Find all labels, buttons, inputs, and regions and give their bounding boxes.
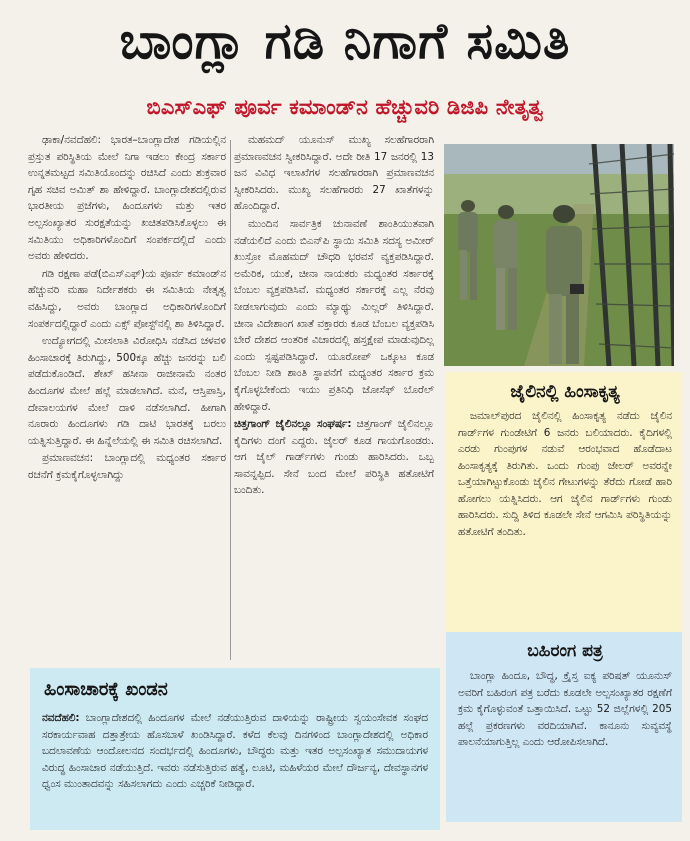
article-paragraph: ಗಡಿ ರಕ್ಷಣಾ ಪಡೆ(ಬಿಎಸ್‌ಎಫ್‌)ಯ ಪೂರ್ವ ಕಮಾಂಡ್‌ನ ಹೆಚ್ಚುವರಿ ಮಹಾ ನಿರ್ದೇಶಕರು ಈ ಸಮಿತಿಯ ನೇತೃತ್ವ ವಹಿಸಿದ್ದು, ಅವರು ಬಾಂಗ್ಲಾದ ಅಧಿಕಾರಿಗಳೊಂದಿಗೆ ಸಂಪರ್ಕದಲ್ಲಿದ್ದಾರೆ ಎಂದು ಎಕ್ಸ್‌ ಪೋಸ್ಟ್‌ನಲ್ಲಿ ಶಾ ತಿಳಿಸಿದ್ದಾರೆ.: [28, 267, 226, 330]
jail-violence-box: [446, 372, 682, 634]
subsection-lead: ಚಿತ್ತಗಾಂಗ್ ಜೈಲಿನಲ್ಲೂ ಸಂಘರ್ಷ:: [234, 418, 352, 431]
dateline: ನವದೆಹಲಿ:: [42, 712, 80, 724]
box-body: ಜಮಾಲ್‌ಪುರದ ಜೈಲಿನಲ್ಲಿ ಹಿಂಸಾಕೃತ್ಯ ನಡೆದು ಜೈಲಿನ ಗಾರ್ಡ್‌ಗಳ ಗುಂಡೇಟಿಗೆ 6 ಜನರು ಬಲಿಯಾದರು. ಕೈದಿಗಳಲ್ಲಿ ಎರಡು ಗುಂಪುಗಳ ನಡುವೆ ಆರಂಭವಾದ ಹೊಡೆದಾಟ ಹಿಂಸಾಕೃತ್ಯಕ್ಕೆ ತಿರುಗಿತು. ಒಂದು ಗುಂಪು ಜೇಲರ್ ಅವರನ್ನೇ ಒತ್ತೆಯಾಗಿಟ್ಟುಕೊಂಡು ಜೈಲಿನ ಗೇಟುಗಳನ್ನು ತೆರೆದು ಗೋಡೆ ಹಾರಿ ಹೋಗಲು ಯತ್ನಿಸಿದರು. ಆಗ ಜೈಲಿನ ಗಾರ್ಡ್‌ಗಳು ಗುಂಡು ಹಾರಿಸಿದರು. ಸುದ್ದಿ ತಿಳಿದ ಕೂಡಲೇ ಸೇನೆ ಆಗಮಿಸಿ ಪರಿಸ್ಥಿತಿಯನ್ನು ಹತೋಟಿಗೆ ತಂದಿತು.: [458, 410, 672, 538]
headline: ಬಾಂಗ್ಲಾ ಗಡಿ ನಿಗಾಗೆ ಸಮಿತಿ: [119, 12, 571, 70]
box-title: ಹಿಂಸಾಚಾರಕ್ಕೆ ಖಂಡನ: [44, 679, 168, 700]
article-paragraph: ಉದ್ಯೋಗದಲ್ಲಿ ಮೀಸಲಾತಿ ವಿರೋಧಿಸಿ ನಡೆಸಿದ ಚಳವಳಿ ಹಿಂಸಾಚಾರಕ್ಕೆ ತಿರುಗಿದ್ದು, 500ಕ್ಕೂ ಹೆಚ್ಚು ಜನರನ್ನು ಬಲಿ ಪಡೆದುಕೊಂಡಿದೆ. ಶೇಖ್ ಹಸೀನಾ ರಾಜೀನಾಮೆ ನಂತರ ಹಿಂದೂಗಳ ಮೇಲೆ ಹಲ್ಲೆ ಮಾಡಲಾಗಿದೆ. ಮನೆ, ಆಸ್ತಿಪಾಸ್ತಿ, ದೇವಾಲಯಗಳ ಮೇಲೆ ದಾಳಿ ನಡೆಸಲಾಗಿದೆ. ಹೀಗಾಗಿ ನೂರಾರು ಹಿಂದೂಗಳು ಗಡಿ ದಾಟಿ ಭಾರತಕ್ಕೆ ಬರಲು ಯತ್ನಿಸುತ್ತಿದ್ದಾರೆ. ಈ ಹಿನ್ನೆಲೆಯಲ್ಲಿ ಈ ಸಮಿತಿ ರಚಿಸಲಾಗಿದೆ.: [28, 335, 226, 447]
box-title: ಬಹಿರಂಗ ಪತ್ರ: [527, 641, 603, 661]
article-paragraph: ಮುಂದಿನ ಸಾರ್ವತ್ರಿಕ ಚುನಾವಣೆ ಶಾಂತಿಯುತವಾಗಿ ನಡೆಯಲಿದೆ ಎಂದು ಬಿಎನ್‌ಪಿ ಸ್ಥಾಯಿ ಸಮಿತಿ ಸದಸ್ಯ ಅಮೀರ್ ಖುಸ್ರೋ ಮೊಹಮದ್ ಚೌಧರಿ ಭರವಸೆ ವ್ಯಕ್ತಪಡಿಸಿದ್ದಾರೆ. ಅಮೆರಿಕ, ಯುಕೆ, ಚೀನಾ ನಾಯಕರು ಮಧ್ಯಂತರ ಸರ್ಕಾರಕ್ಕೆ ಬೆಂಬಲ ವ್ಯಕ್ತಪಡಿಸಿವೆ. ಮಧ್ಯಂತರ ಸರ್ಕಾರಕ್ಕೆ ಎಲ್ಲ ನೆರವು ನೀಡಲಾಗುವುದು ಎಂದು ಮ್ಯಾಥ್ಯು ಮಿಲ್ಲರ್ ತಿಳಿಸಿದ್ದಾರೆ. ಚೀನಾ ವಿದೇಶಾಂಗ ಖಾತೆ ವಕ್ತಾರರು ಕೂಡ ಬೆಂಬಲ ವ್ಯಕ್ತಪಡಿಸಿ ಬೇರೆ ದೇಶದ ಆಂತರಿಕ ವಿಚಾರದಲ್ಲಿ ಹಸ್ತಕ್ಷೇಪ ಮಾಡುವುದಿಲ್ಲ ಎಂದು ಸ್ಪಷ್ಟಪಡಿಸಿದ್ದಾರೆ. ಯೂರೋಪ್‌ ಒಕ್ಕೂಟ ಕೂಡ ಬೆಂಬಲ ನೀಡಿ ಶಾಂತಿ ಸ್ಥಾಪನೆಗೆ ಮಧ್ಯಂತರ ಸರ್ಕಾರ ಕ್ರಮ ಕೈಗೊಳ್ಳಬೇಕೆಂದು ಇಯು ಪ್ರತಿನಿಧಿ ಜೋಸೆಫ್ ಬೊರೆಲ್ ಹೇಳಿದ್ದಾರೆ.: [234, 217, 434, 413]
bsf-soldiers-photo: [444, 144, 674, 366]
article-paragraph: [234, 416, 434, 499]
article-paragraph: ಪ್ರಮಾಣವಚನ: ಬಾಂಗ್ಲಾದಲ್ಲಿ ಮಧ್ಯಂತರ ಸರ್ಕಾರ ರಚನೆಗೆ ಕ್ರಮಕೈಗೊಳ್ಳಲಾಗಿದ್ದು: [28, 452, 226, 481]
box-body: ಬಾಂಗ್ಲಾ ಹಿಂದೂ, ಬೌದ್ಧ, ಕ್ರೈಸ್ತ ಐಕ್ಯ ಪರಿಷತ್ ಯೂನುಸ್ ಅವರಿಗೆ ಬಹಿರಂಗ ಪತ್ರ ಬರೆದು ಕೂಡಲೇ ಅಲ್ಪಸಂಖ್ಯಾತರ ರಕ್ಷಣೆಗೆ ಕ್ರಮ ಕೈಗೊಳ್ಳುವಂತೆ ಒತ್ತಾಯಿಸಿದೆ. ಒಟ್ಟು 52 ಜಿಲ್ಲೆಗಳಲ್ಲಿ 205 ಹಲ್ಲೆ ಪ್ರಕರಣಗಳು ವರದಿಯಾಗಿವೆ. ಕಾನೂನು ಸುವ್ಯವಸ್ಥೆ ಪಾಲನೆಯಾಗುತ್ತಿಲ್ಲ ಎಂದು ಆರೋಪಿಸಲಾಗಿದೆ.: [458, 670, 672, 748]
article-column-2: [234, 132, 434, 662]
box-body-text: ಬಾಂಗ್ಲಾದೇಶದಲ್ಲಿ ಹಿಂದೂಗಳ ಮೇಲೆ ನಡೆಯುತ್ತಿರುವ ದಾಳಿಯನ್ನು ರಾಷ್ಟ್ರೀಯ ಸ್ವಯಂಸೇವಕ ಸಂಘದ ಸರಕಾರ್ಯವಾಹ ದತ್ತಾತ್ರೇಯ ಹೊಸಬಾಳೆ ಖಂಡಿಸಿದ್ದಾರೆ. ಕಳೆದ ಕೆಲವು ದಿನಗಳಿಂದ ಬಾಂಗ್ಲಾದೇಶದಲ್ಲಿ ಅಧಿಕಾರ ಬದಲಾವಣೆಯ ಆಂದೋಲನದ ಸಂದರ್ಭದಲ್ಲಿ ಹಿಂದೂಗಳು, ಬೌದ್ಧರು ಮತ್ತು ಇತರ ಅಲ್ಪಸಂಖ್ಯಾತ ಸಮುದಾಯಗಳ ವಿರುದ್ಧ ಹಿಂಸಾಚಾರ ನಡೆಯುತ್ತಿದೆ. ಇವರು ನಡೆಸುತ್ತಿರುವ ಹತ್ಯೆ, ಲೂಟಿ, ಮಹಿಳೆಯರ ಮೇಲೆ ದೌರ್ಜನ್ಯ, ದೇವಸ್ಥಾನಗಳ ಧ್ವಂಸ ಮುಂತಾದವನ್ನು ಸಹಿಸಲಾಗದು ಎಂದು ಎಚ್ಚರಿಕೆ ನೀಡಿದ್ದಾರೆ.: [42, 712, 428, 790]
article-column-1: [28, 132, 226, 658]
box-title: ಜೈಲಿನಲ್ಲಿ ಹಿಂಸಾಕೃತ್ಯ: [510, 382, 620, 402]
article-paragraph: ಮಹಮದ್ ಯೂನುಸ್ ಮುಖ್ಯ ಸಲಹೆಗಾರರಾಗಿ ಪ್ರಮಾಣವಚನ ಸ್ವೀಕರಿಸಿದ್ದಾರೆ. ಅದೇ ರೀತಿ 17 ಜನರಲ್ಲಿ 13 ಜನ ವಿವಿಧ ಇಲಾಖೆಗಳ ಸಲಹೆಗಾರರಾಗಿ ಪ್ರಮಾಣವಚನ ಸ್ವೀಕರಿಸಿದರು. ಮುಖ್ಯ ಸಲಹೆಗಾರರು 27 ಖಾತೆಗಳನ್ನು ಹೊಂದಿದ್ದಾರೆ.: [234, 134, 434, 213]
photo-illustration: [444, 144, 674, 366]
column-divider: [230, 140, 231, 660]
open-letter-box: [446, 632, 682, 822]
article-paragraph: ಢಾಕಾ/ನವದೆಹಲಿ: ಭಾರತ–ಬಾಂಗ್ಲಾದೇಶ ಗಡಿಯಲ್ಲಿನ ಪ್ರಸ್ತುತ ಪರಿಸ್ಥಿತಿಯ ಮೇಲೆ ನಿಗಾ ಇಡಲು ಕೇಂದ್ರ ಸರ್ಕಾರ ಉನ್ನತಮಟ್ಟದ ಸಮಿತಿಯೊಂದನ್ನು ರಚಿಸಿದೆ ಎಂದು ಶುಕ್ರವಾರ ಗೃಹ ಸಚಿವ ಅಮಿತ್ ಶಾ ಹೇಳಿದ್ದಾರೆ. ಬಾಂಗ್ಲಾದೇಶದಲ್ಲಿರುವ ಭಾರತೀಯ ಪ್ರಜೆಗಳು, ಹಿಂದೂಗಳು ಮತ್ತು ಇತರ ಅಲ್ಪಸಂಖ್ಯಾತರ ಸುರಕ್ಷತೆಯನ್ನು ಖಚಿತಪಡಿಸಿಕೊಳ್ಳಲು ಈ ಸಮಿತಿಯು ಅಧಿಕಾರಿಗಳೊಂದಿಗೆ ಸಂಪರ್ಕದಲ್ಲಿದೆ ಎಂದು ಅವರು ಹೇಳಿದರು.: [28, 134, 226, 263]
subsection-text: ಚಿತ್ತಗಾಂಗ್ ಜೈಲಿನಲ್ಲೂ ಕೈದಿಗಳು ದಂಗೆ ಎದ್ದರು. ಜೈಲರ್ ಕೂಡ ಗಾಯಗೊಂಡರು. ಆಗ ಜೈಲ್ ಗಾರ್ಡ್‌ಗಳು ಗುಂಡು ಹಾರಿಸಿದರು. ಒಬ್ಬ ಸಾವನ್ನಪ್ಪಿದ. ಸೇನೆ ಬಂದ ಮೇಲೆ ಪರಿಸ್ಥಿತಿ ಹತೋಟಿಗೆ ಬಂದಿತು.: [234, 418, 434, 497]
subheadline: ಬಿಎಸ್‌ಎಫ್‌ ಪೂರ್ವ ಕಮಾಂಡ್‌ನ ಹೆಚ್ಚುವರಿ ಡಿಜಿಪಿ ನೇತೃತ್ವ: [146, 95, 544, 119]
box-body: [42, 710, 428, 793]
violence-condemned-box: [30, 668, 440, 830]
